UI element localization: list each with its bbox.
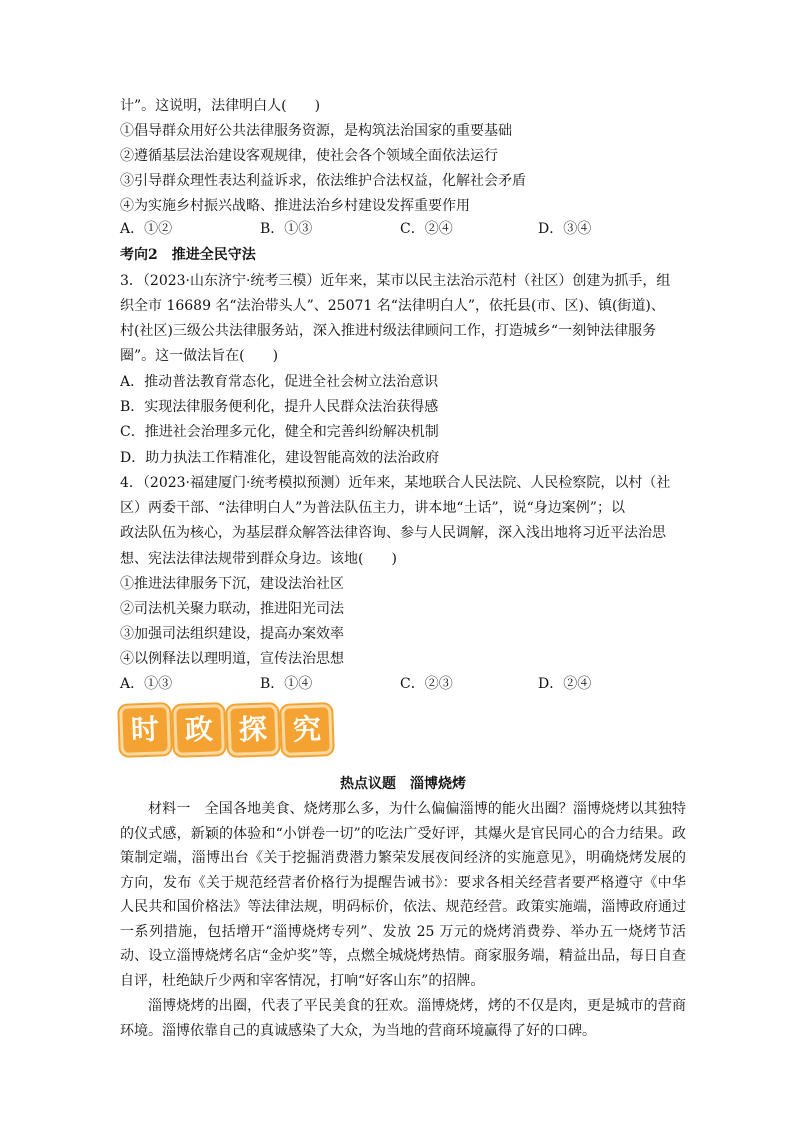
q3-option-d: D．助力执法工作精准化，建设智能高效的法治政府 xyxy=(120,450,440,466)
banner-tile xyxy=(119,704,171,756)
banner-char: 政 xyxy=(184,712,214,747)
prev-question-item-1: ①倡导群众用好公共法律服务资源，是构筑法治国家的重要基础 xyxy=(120,123,512,139)
prev-question-item-3: ③引导群众理性表达利益诉求，依法维护合法权益，化解社会矛盾 xyxy=(120,173,526,189)
q4-line-4: 想、宪法法律法规带到群众身边。该地( ) xyxy=(120,551,397,567)
hot-topic-title: 热点议题 淄博烧烤 xyxy=(340,776,466,792)
option-a: A．①③ xyxy=(120,676,173,692)
q3-line-1: 3．（2023·山东济宁·统考三模）近年来，某市以民主法治示范村（社区）创建为抓手，组 xyxy=(120,273,671,289)
q3-option-b: B．实现法律服务便利化，提升人民群众法治获得感 xyxy=(120,399,439,415)
option-c: C．②④ xyxy=(400,221,453,237)
current-affairs-banner xyxy=(120,705,332,755)
banner-tile xyxy=(227,704,279,756)
banner-tile xyxy=(173,704,225,756)
q3-line-2: 织全市 16689 名“法治带头人”、25071 名“法律明白人”，依托县(市、区)、镇(街道)、 xyxy=(120,298,665,314)
q4-line-2: 区）两委干部、“法律明白人”为普法队伍主力，讲本地“土话”，说“身边案例”；以 xyxy=(120,500,625,516)
q4-item-3: ③加强司法组织建设，提高办案效率 xyxy=(120,626,344,642)
hot-topic-paragraph-1: 材料一 全国各地美食、烧烤那么多，为什么偏偏淄博的能火出圈？淄博烧烤以其独特的仪式感，新颖的体验和“小饼卷一切”的吃法广受好评，其爆火是官民同心的合力结果。政策制定端，淄博出台《关于挖掘消费潜力繁荣发展夜间经济的实施意见》，明确烧烤发展的方向，发布《关于规范经营者价格行为提醒告诫书》：要求各相关经营者要严格遵守《中华人民共和国价格法》等法律法规，明码标价，依法、规范经营。政策实施端，淄博政府通过一系列措施，包括增开“淄博烧烤专列”、发放 25 万元的烧烤消费券、举办五一烧烤节活动、设立淄博烧烤名店“金炉奖”等，点燃全城烧烤热情。商家服务端，精益出品，每日自查自评，杜绝缺斤少两和宰客情况，打响“好客山东”的招牌。 xyxy=(120,801,686,989)
option-d: D．②④ xyxy=(538,676,592,692)
q3-line-3: 村(社区)三级公共法律服务站，深入推进村级法律顾问工作，打造城乡“一刻钟法律服务 xyxy=(120,323,657,339)
q4-item-4: ④以例释法以理明道，宣传法治思想 xyxy=(120,651,344,667)
q4-item-2: ②司法机关聚力联动，推进阳光司法 xyxy=(120,601,344,617)
option-b: B．①③ xyxy=(260,221,313,237)
q4-line-3: 政法队伍为核心，为基层群众解答法律咨询、参与人民调解，深入浅出地将习近平法治思 xyxy=(120,525,666,541)
section-title: 考向2 推进全民守法 xyxy=(120,247,256,263)
banner-tile xyxy=(281,704,333,756)
option-b: B．①④ xyxy=(260,676,313,692)
prev-question-item-2: ②遵循基层法治建设客观规律，使社会各个领域全面依法运行 xyxy=(120,148,498,164)
banner-char: 时 xyxy=(130,712,160,747)
prev-question-item-4: ④为实施乡村振兴战略、推进法治乡村建设发挥重要作用 xyxy=(120,198,470,214)
option-c: C．②③ xyxy=(400,676,453,692)
option-d: D．③④ xyxy=(538,221,592,237)
option-a: A．①② xyxy=(120,221,173,237)
q4-item-1: ①推进法律服务下沉，建设法治社区 xyxy=(120,576,344,592)
banner-char: 探 xyxy=(238,712,268,747)
banner-char: 究 xyxy=(292,712,322,747)
q3-option-c: C．推进社会治理多元化，健全和完善纠纷解决机制 xyxy=(120,424,439,440)
q3-option-a: A．推动普法教育常态化，促进全社会树立法治意识 xyxy=(120,374,439,390)
prev-question-stem: 计”。这说明，法律明白人( ) xyxy=(120,98,321,114)
hot-topic-paragraph-2: 淄博烧烤的出圈，代表了平民美食的狂欢。淄博烧烤，烤的不仅是肉，更是城市的营商环境。淄博依靠自己的真诚感染了大众，为当地的营商环境赢得了好的口碑。 xyxy=(120,998,686,1039)
q4-line-1: 4．（2023·福建厦门·统考模拟预测）近年来，某地联合人民法院、人民检察院，以村（社 xyxy=(120,475,671,491)
q3-line-4: 圈”。这一做法旨在( ) xyxy=(120,348,279,364)
